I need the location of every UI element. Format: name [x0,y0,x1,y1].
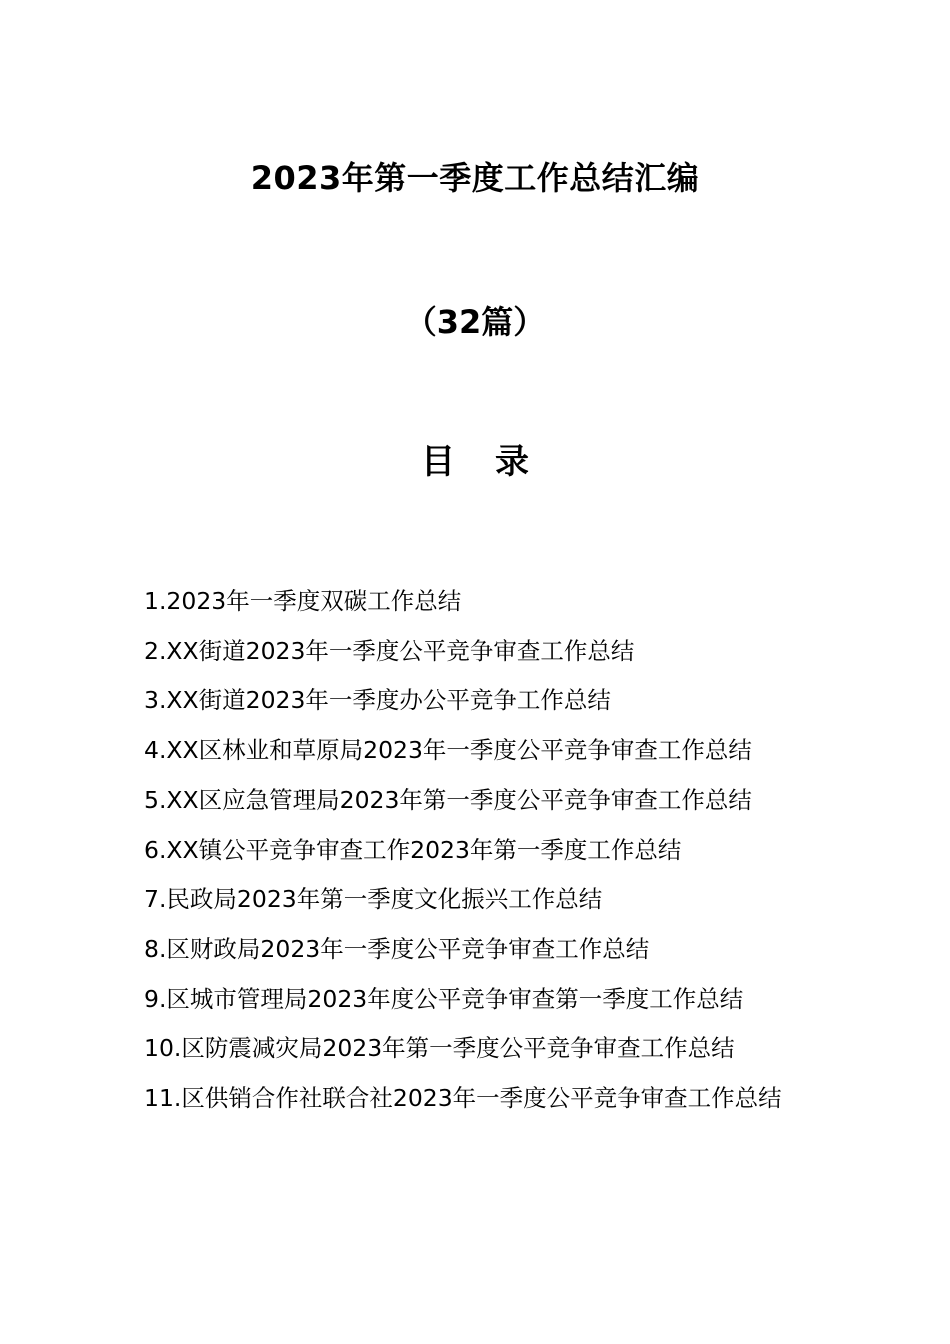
toc-item-5: 5.XX区应急管理局2023年第一季度公平竞争审查工作总结 [144,785,752,814]
toc-list [144,577,812,1124]
toc-item-11: 11.区供销合作社联合社2023年一季度公平竞争审查工作总结 [144,1084,782,1113]
document-subtitle: （32篇） [404,303,546,341]
toc-heading [0,436,950,488]
toc-item-10: 10.区防震减灾局2023年第一季度公平竞争审查工作总结 [144,1034,735,1063]
toc-heading-left: 目 [421,442,455,482]
toc-item-4: 4.XX区林业和草原局2023年一季度公平竞争审查工作总结 [144,736,752,765]
document-title: 2023年第一季度工作总结汇编 [250,159,700,197]
toc-item-7: 7.民政局2023年第一季度文化振兴工作总结 [144,885,603,914]
toc-item-3: 3.XX街道2023年一季度办公平竞争工作总结 [144,686,611,715]
toc-item-2: 2.XX街道2023年一季度公平竞争审查工作总结 [144,636,635,665]
toc-item-8: 8.区财政局2023年一季度公平竞争审查工作总结 [144,934,650,963]
toc-heading-right: 录 [495,442,529,482]
toc-item-6: 6.XX镇公平竞争审查工作2023年第一季度工作总结 [144,835,682,864]
toc-item-1: 1.2023年一季度双碳工作总结 [144,587,462,615]
toc-item-9: 9.区城市管理局2023年度公平竞争审查第一季度工作总结 [144,984,744,1013]
